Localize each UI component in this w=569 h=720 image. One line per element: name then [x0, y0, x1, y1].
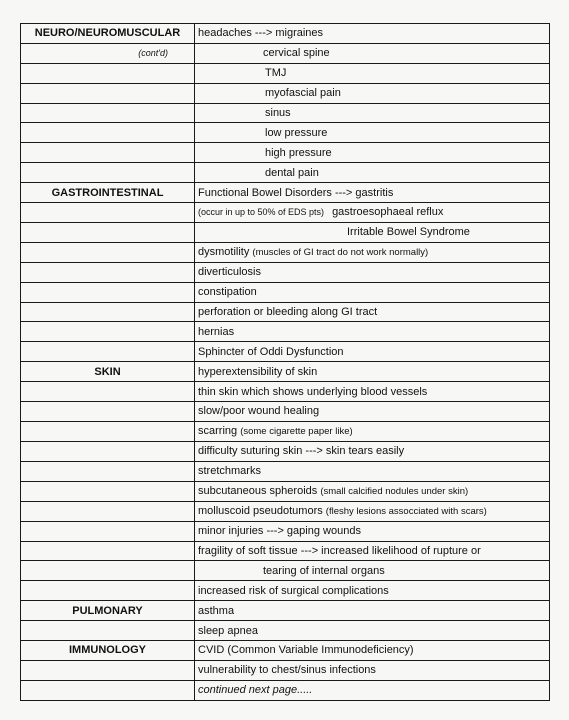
- symptom-cell: [195, 501, 550, 521]
- category-cell: NEURO/NEUROMUSCULAR: [21, 24, 195, 44]
- symptom-cell: perforation or bleeding along GI tract: [195, 302, 550, 322]
- category-cell: [21, 581, 195, 601]
- table-row: [21, 222, 550, 242]
- table-row: [21, 601, 550, 621]
- table-row: [21, 103, 550, 123]
- category-cell: SKIN: [21, 362, 195, 382]
- symptom-detail: (some cigarette paper like): [240, 425, 353, 437]
- symptom-cell: increased risk of surgical complications: [195, 581, 550, 601]
- table-row: [21, 183, 550, 203]
- category-cell: [21, 342, 195, 362]
- continued-note: continued next page.....: [195, 680, 550, 700]
- table-row: [21, 641, 550, 661]
- table-row: [21, 461, 550, 481]
- symptom-detail: (small calcified nodules under skin): [320, 485, 469, 497]
- table-row: [21, 402, 550, 422]
- category-cell: [21, 163, 195, 183]
- symptom-cell: hyperextensibility of skin: [195, 362, 550, 382]
- category-cell: [21, 421, 195, 441]
- category-cell: [21, 461, 195, 481]
- symptom-cell: tearing of internal organs: [195, 561, 550, 581]
- category-cell: [21, 282, 195, 302]
- table-row: [21, 501, 550, 521]
- table-row: [21, 621, 550, 641]
- symptom-text: subcutaneous spheroids: [198, 484, 318, 497]
- category-cell: [21, 143, 195, 163]
- symptom-detail: (fleshy lesions assocciated with scars): [325, 505, 487, 517]
- category-cell: [21, 660, 195, 680]
- table-row: [21, 83, 550, 103]
- symptom-cell: fragility of soft tissue ---> increased likelihood of rupture or: [195, 541, 550, 561]
- category-cell: [21, 302, 195, 322]
- category-cell: [21, 402, 195, 422]
- symptom-cell: thin skin which shows underlying blood vessels: [195, 382, 550, 402]
- table-row: [21, 660, 550, 680]
- category-cell: [21, 203, 195, 223]
- table-row: [21, 581, 550, 601]
- symptom-text: molluscoid pseudotumors: [198, 504, 323, 517]
- symptom-cell: diverticulosis: [195, 262, 550, 282]
- symptom-cell: [195, 481, 550, 501]
- symptom-cell: hernias: [195, 322, 550, 342]
- symptom-cell: cervical spine: [195, 43, 550, 63]
- category-cell: PULMONARY: [21, 601, 195, 621]
- category-cell: [21, 322, 195, 342]
- symptom-cell: constipation: [195, 282, 550, 302]
- symptom-cell: asthma: [195, 601, 550, 621]
- symptom-detail: (muscles of GI tract do not work normally): [252, 246, 429, 258]
- symptom-cell: low pressure: [195, 123, 550, 143]
- category-cell: [21, 481, 195, 501]
- symptom-cell: headaches ---> migraines: [195, 24, 550, 44]
- category-cell: [21, 541, 195, 561]
- category-cell: GASTROINTESTINAL: [21, 183, 195, 203]
- symptom-cell: high pressure: [195, 143, 550, 163]
- table-row: [21, 24, 550, 44]
- table-row: [21, 680, 550, 700]
- symptom-text: dysmotility: [198, 245, 250, 258]
- table-row: [21, 541, 550, 561]
- table-row: [21, 441, 550, 461]
- symptom-cell: CVID (Common Variable Immunodeficiency): [195, 641, 550, 661]
- table-row: [21, 362, 550, 382]
- symptom-cell: sinus: [195, 103, 550, 123]
- symptom-note: (occur in up to 50% of EDS pts): [198, 207, 325, 218]
- symptom-cell: slow/poor wound healing: [195, 402, 550, 422]
- symptom-text: gastroesophaeal reflux: [332, 206, 444, 219]
- category-cell: [21, 63, 195, 83]
- symptom-cell: sleep apnea: [195, 621, 550, 641]
- table-row: [21, 123, 550, 143]
- table-row: [21, 302, 550, 322]
- table-row: [21, 481, 550, 501]
- category-cell: [21, 441, 195, 461]
- table-row: [21, 143, 550, 163]
- table-row: [21, 63, 550, 83]
- category-cell: [21, 262, 195, 282]
- table-row: [21, 43, 550, 63]
- symptom-cell: myofascial pain: [195, 83, 550, 103]
- category-cell: [21, 123, 195, 143]
- category-cell: [21, 242, 195, 262]
- table-row: [21, 521, 550, 541]
- category-cell: [21, 222, 195, 242]
- category-cell: IMMUNOLOGY: [21, 641, 195, 661]
- symptom-cell: difficulty suturing skin ---> skin tears easily: [195, 441, 550, 461]
- table-row: [21, 203, 550, 223]
- symptom-cell: TMJ: [195, 63, 550, 83]
- table-row: [21, 421, 550, 441]
- symptom-cell: [195, 242, 550, 262]
- symptom-text: scarring: [198, 424, 238, 437]
- symptom-cell: stretchmarks: [195, 461, 550, 481]
- category-cell: [21, 561, 195, 581]
- category-cell: [21, 83, 195, 103]
- symptom-cell: minor injuries ---> gaping wounds: [195, 521, 550, 541]
- category-cell: (cont'd): [21, 43, 195, 63]
- table-row: [21, 262, 550, 282]
- symptom-cell: [195, 203, 550, 223]
- table-row: [21, 242, 550, 262]
- category-cell: [21, 521, 195, 541]
- table-row: [21, 382, 550, 402]
- category-cell: [21, 621, 195, 641]
- symptom-cell: Functional Bowel Disorders ---> gastritis: [195, 183, 550, 203]
- table-row: [21, 322, 550, 342]
- symptom-cell: [195, 421, 550, 441]
- table-row: [21, 561, 550, 581]
- symptom-cell: vulnerability to chest/sinus infections: [195, 660, 550, 680]
- table-row: [21, 282, 550, 302]
- category-cell: [21, 382, 195, 402]
- symptom-table: [20, 23, 550, 701]
- category-cell: [21, 501, 195, 521]
- category-cell: [21, 103, 195, 123]
- table-row: [21, 342, 550, 362]
- category-cell: [21, 680, 195, 700]
- symptom-cell: dental pain: [195, 163, 550, 183]
- symptom-cell: Irritable Bowel Syndrome: [195, 222, 550, 242]
- symptom-cell: Sphincter of Oddi Dysfunction: [195, 342, 550, 362]
- table-row: [21, 163, 550, 183]
